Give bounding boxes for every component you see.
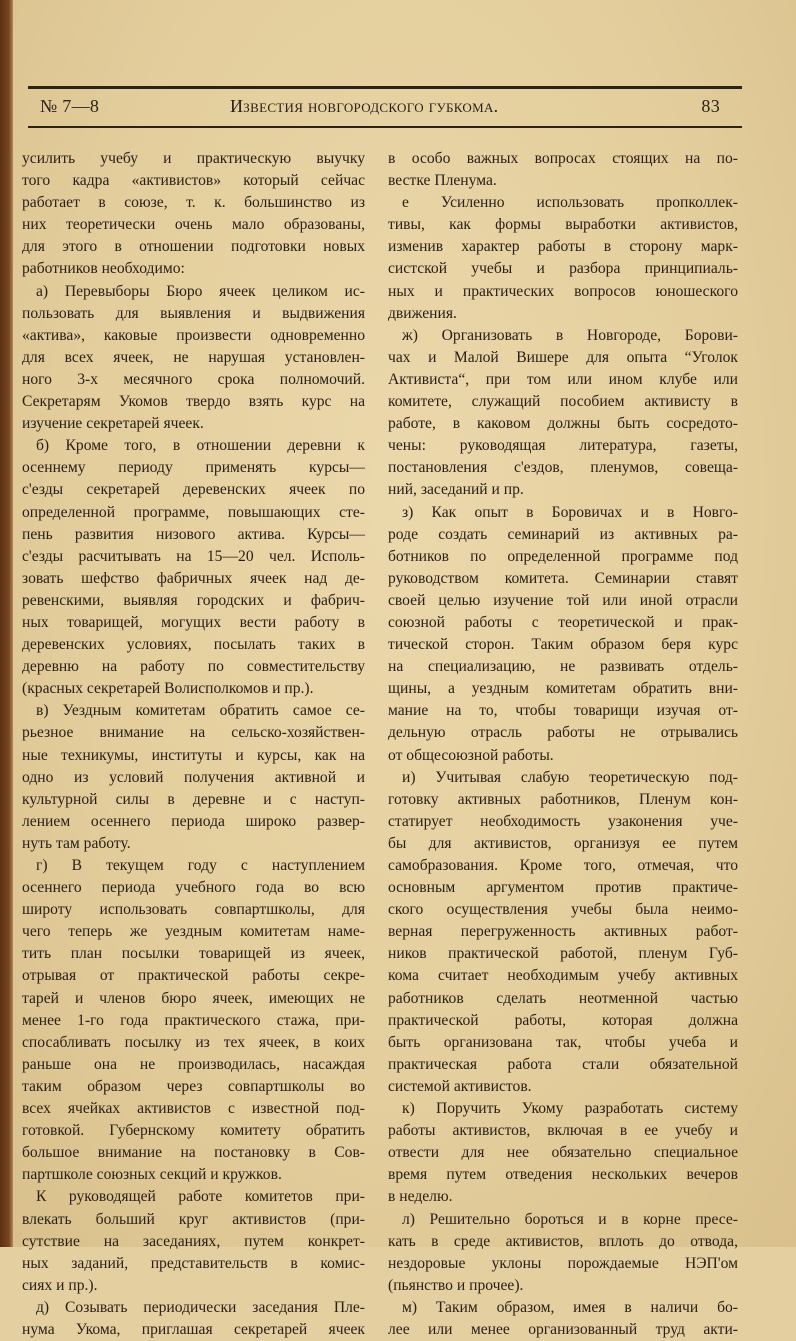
text-line: работников сделать неотменной частью [388,989,738,1007]
text-line: осеннего периода учебного года во всю [22,879,365,897]
page-number: 83 [701,96,720,116]
text-line: сиях и пр.). [22,1276,98,1294]
text-line: постановления с'ездов, пленумов, совеща- [388,459,738,477]
text-line: практическая работа стали обязательной [388,1055,738,1073]
text-line: одно из условий получения активной и [22,768,365,786]
text-line: движения. [388,304,457,322]
text-line: ревенскими, выявляя городских и фабрич- [22,591,365,609]
text-line: готовкой. Губернскому комитету обратить [22,1122,365,1140]
header-rule-bottom [28,126,742,128]
text-line: работы активистов, включая в ее учебу и [388,1122,738,1140]
text-line: е Усиленно использовать пропколлек- [402,194,738,212]
journal-title: Известия новгородского губкома. [230,96,499,116]
text-line: вестке Пленума. [388,172,497,190]
text-line: самобразования. Кроме того, отмечая, что [388,857,738,874]
text-line: работает в союзе, т. к. большинство из [22,194,365,212]
text-line: таким образом через совпартшколы во [22,1077,365,1095]
text-line: лее или менее организованный труд акти- [388,1320,738,1338]
text-line: рьезное внимание на сельско-хозяйствен- [22,724,365,742]
text-line: г) В текущем году с наступлением [36,857,365,874]
text-line: готовку активных работников, Пленум кон- [388,790,738,808]
text-line: к) Поручить Укому разработать систему [402,1100,738,1118]
text-line: (пьянство и прочее). [388,1276,524,1294]
text-line: изменив характер работы в сторону марк- [388,238,738,256]
text-line: раньше она не производилась, насаждая [22,1055,365,1073]
text-line: усилить учебу и практическую выучку [22,150,365,167]
text-line: чего теперь же уездным комитетам наме- [22,923,365,941]
text-line: своей целью изучение той или иной отрасли [388,591,738,609]
text-line: д) Созывать периодически заседания Пле- [36,1298,365,1316]
text-line: нуть там работу. [22,834,131,852]
text-column-right [388,148,738,1341]
text-line: системой активистов. [388,1077,532,1095]
text-line: Активиста“, при том или ином клубе или [388,370,738,388]
text-line: пользовать для выявления и выдвижения [22,304,365,322]
text-line: з) Как опыт в Боровичах и в Новго- [402,503,738,521]
text-column-left [22,148,365,1341]
text-line: быть организована так, чтобы учеба и [388,1033,738,1051]
text-line: тической сторон. Таким образом беря курс [388,636,738,654]
text-line: партшколе союзных секций и кружков. [22,1166,282,1184]
text-line: отрывая от практической работы секре- [22,967,365,985]
text-line: от общесоюзной работы. [388,746,554,764]
text-line: влекать больший круг активистов (при- [22,1210,365,1228]
text-line: ных товарищей, могущих вести работу в [22,613,365,631]
running-header [40,96,720,122]
text-line: с'езды расчитывать на 15—20 чел. Исполь- [22,547,365,565]
text-line: нездоровые уклоны порождаемые НЭП'ом [388,1254,738,1272]
text-line: для всех ячеек, не нарушая установлен- [22,348,365,366]
text-line: роде создать семинарий из активных ра- [388,525,738,543]
text-line: систской учебы и разбора принципиаль- [388,260,738,278]
text-line: и) Учитывая слабую теоретическую под- [402,768,738,786]
text-line: ского осуществления учебы была неимо- [388,901,738,919]
text-line: мание на то, чтобы товарищи изучая от- [388,702,738,720]
text-line: культурной силы в деревне и с наступ- [22,790,365,808]
text-line: изучение секретарей ячеек. [22,415,204,433]
text-line: работе, в каковом должны быть сосредото- [388,415,738,433]
text-line: деревенских условиях, посылать таких в [22,636,365,654]
text-line: л) Решительно бороться и в корне пресе- [402,1210,738,1228]
text-line: ников практической работой, пленум Губ- [388,945,738,963]
text-line: ных и практических вопросов юношеского [388,282,738,300]
text-line: руководством комитета. Семинарии ставят [388,569,738,587]
text-line: отвести для нее обязательно специальное [388,1144,738,1162]
text-line: для этого в отношении подготовки новых [22,238,365,256]
text-line: бы для активистов, организуя ее путем [388,834,738,852]
text-line: с'езды секретарей деревенских ячеек по [22,481,365,499]
text-line: тарей и членов бюро ячеек, имеющих не [22,989,365,1007]
text-line: осеннему периоду применять курсы— [22,459,365,477]
text-line: зовать шефство фабричных ячеек над де- [22,569,365,587]
book-binding-edge [0,0,13,1247]
text-line: в неделю. [388,1188,453,1206]
header-rule-top [28,86,742,89]
text-line: кать в среде активистов, вплоть до отвода, [388,1232,738,1250]
text-line: в) Уездным комитетам обратить самое се- [36,702,365,720]
text-line: менее 1-го года практического стажа, при- [22,1011,365,1029]
text-line: союзной работы с теоретической и прак- [388,613,738,631]
issue-number: № 7—8 [40,96,100,116]
text-line: определенной программе, повышающих сте- [22,503,365,521]
text-line: работников необходимо: [22,260,185,278]
text-line: ные техникумы, институты и курсы, как на [22,746,365,764]
text-line: верная перегруженность активных работ- [388,923,738,941]
text-line: на специализацию, не развивать отдель- [388,658,738,676]
text-line: ний, заседаний и пр. [388,481,524,499]
text-line: статирует необходимость узаконения уче- [388,812,738,830]
text-line: «актива», каковые произвести одновременно [22,326,365,344]
text-line: сутствие на заседаниях, путем конкрет- [22,1232,365,1250]
text-line: того кадра «активистов» который сейчас [22,172,365,190]
text-line: практической работы, которая должна [388,1011,738,1029]
text-line: чены: руководящая литература, газеты, [388,437,738,455]
text-line: комитете, служащий пособием активисту в [388,393,738,411]
text-line: м) Таким образом, имея в наличи бо- [402,1298,738,1316]
text-line: время путем отведения нескольких вечеров [388,1166,738,1184]
text-line: дельную отрасль работы не отрывались [388,724,738,742]
text-line: щины, а уездным комитетам обратить вни- [388,680,738,698]
text-line: них теоретически очень мало образованы, [22,216,365,234]
text-line: тивы, как формы выработки активистов, [388,216,738,234]
text-line: нума Укома, приглашая секретарей ячеек [22,1320,365,1338]
text-line: пень развития низового актива. Курсы— [22,525,365,543]
text-line: ж) Организовать в Новгороде, Борови- [402,326,738,344]
text-line: большое внимание на постановку в Сов- [22,1144,365,1162]
text-line: К руководящей работе комитетов при- [36,1188,365,1206]
text-line: всех ячейках активистов с известной под- [22,1100,365,1118]
text-line: основным аргументом против практиче- [388,879,738,897]
text-line: ных заданий, представительств в комис- [22,1254,365,1272]
text-line: ного 3-х месячного срока полномочий. [22,370,365,388]
text-line: деревню на работу по совместительству [22,658,365,676]
text-line: в особо важных вопросах стоящих на по- [388,150,738,167]
text-line: широту использовать совпартшколы, для [22,901,365,919]
text-line: (красных секретарей Волисполкомов и пр.). [22,680,314,698]
text-line: б) Кроме того, в отношении деревни к [36,437,365,455]
text-line: Секретарям Укомов твердо взять курс на [22,393,365,411]
text-line: лением осеннего периода широко развер- [22,812,365,830]
text-line: тить план посылки товарищей из ячеек, [22,945,365,963]
text-line: кома считает необходимым учебу активных [388,967,738,985]
text-line: а) Перевыборы Бюро ячеек целиком ис- [36,282,365,300]
text-line: спосабливать посылку из тех ячеек, в коих [22,1033,365,1051]
text-line: чах и Малой Вишере для опыта “Уголок [388,348,738,366]
text-line: ботников по определенной программе под [388,547,738,565]
